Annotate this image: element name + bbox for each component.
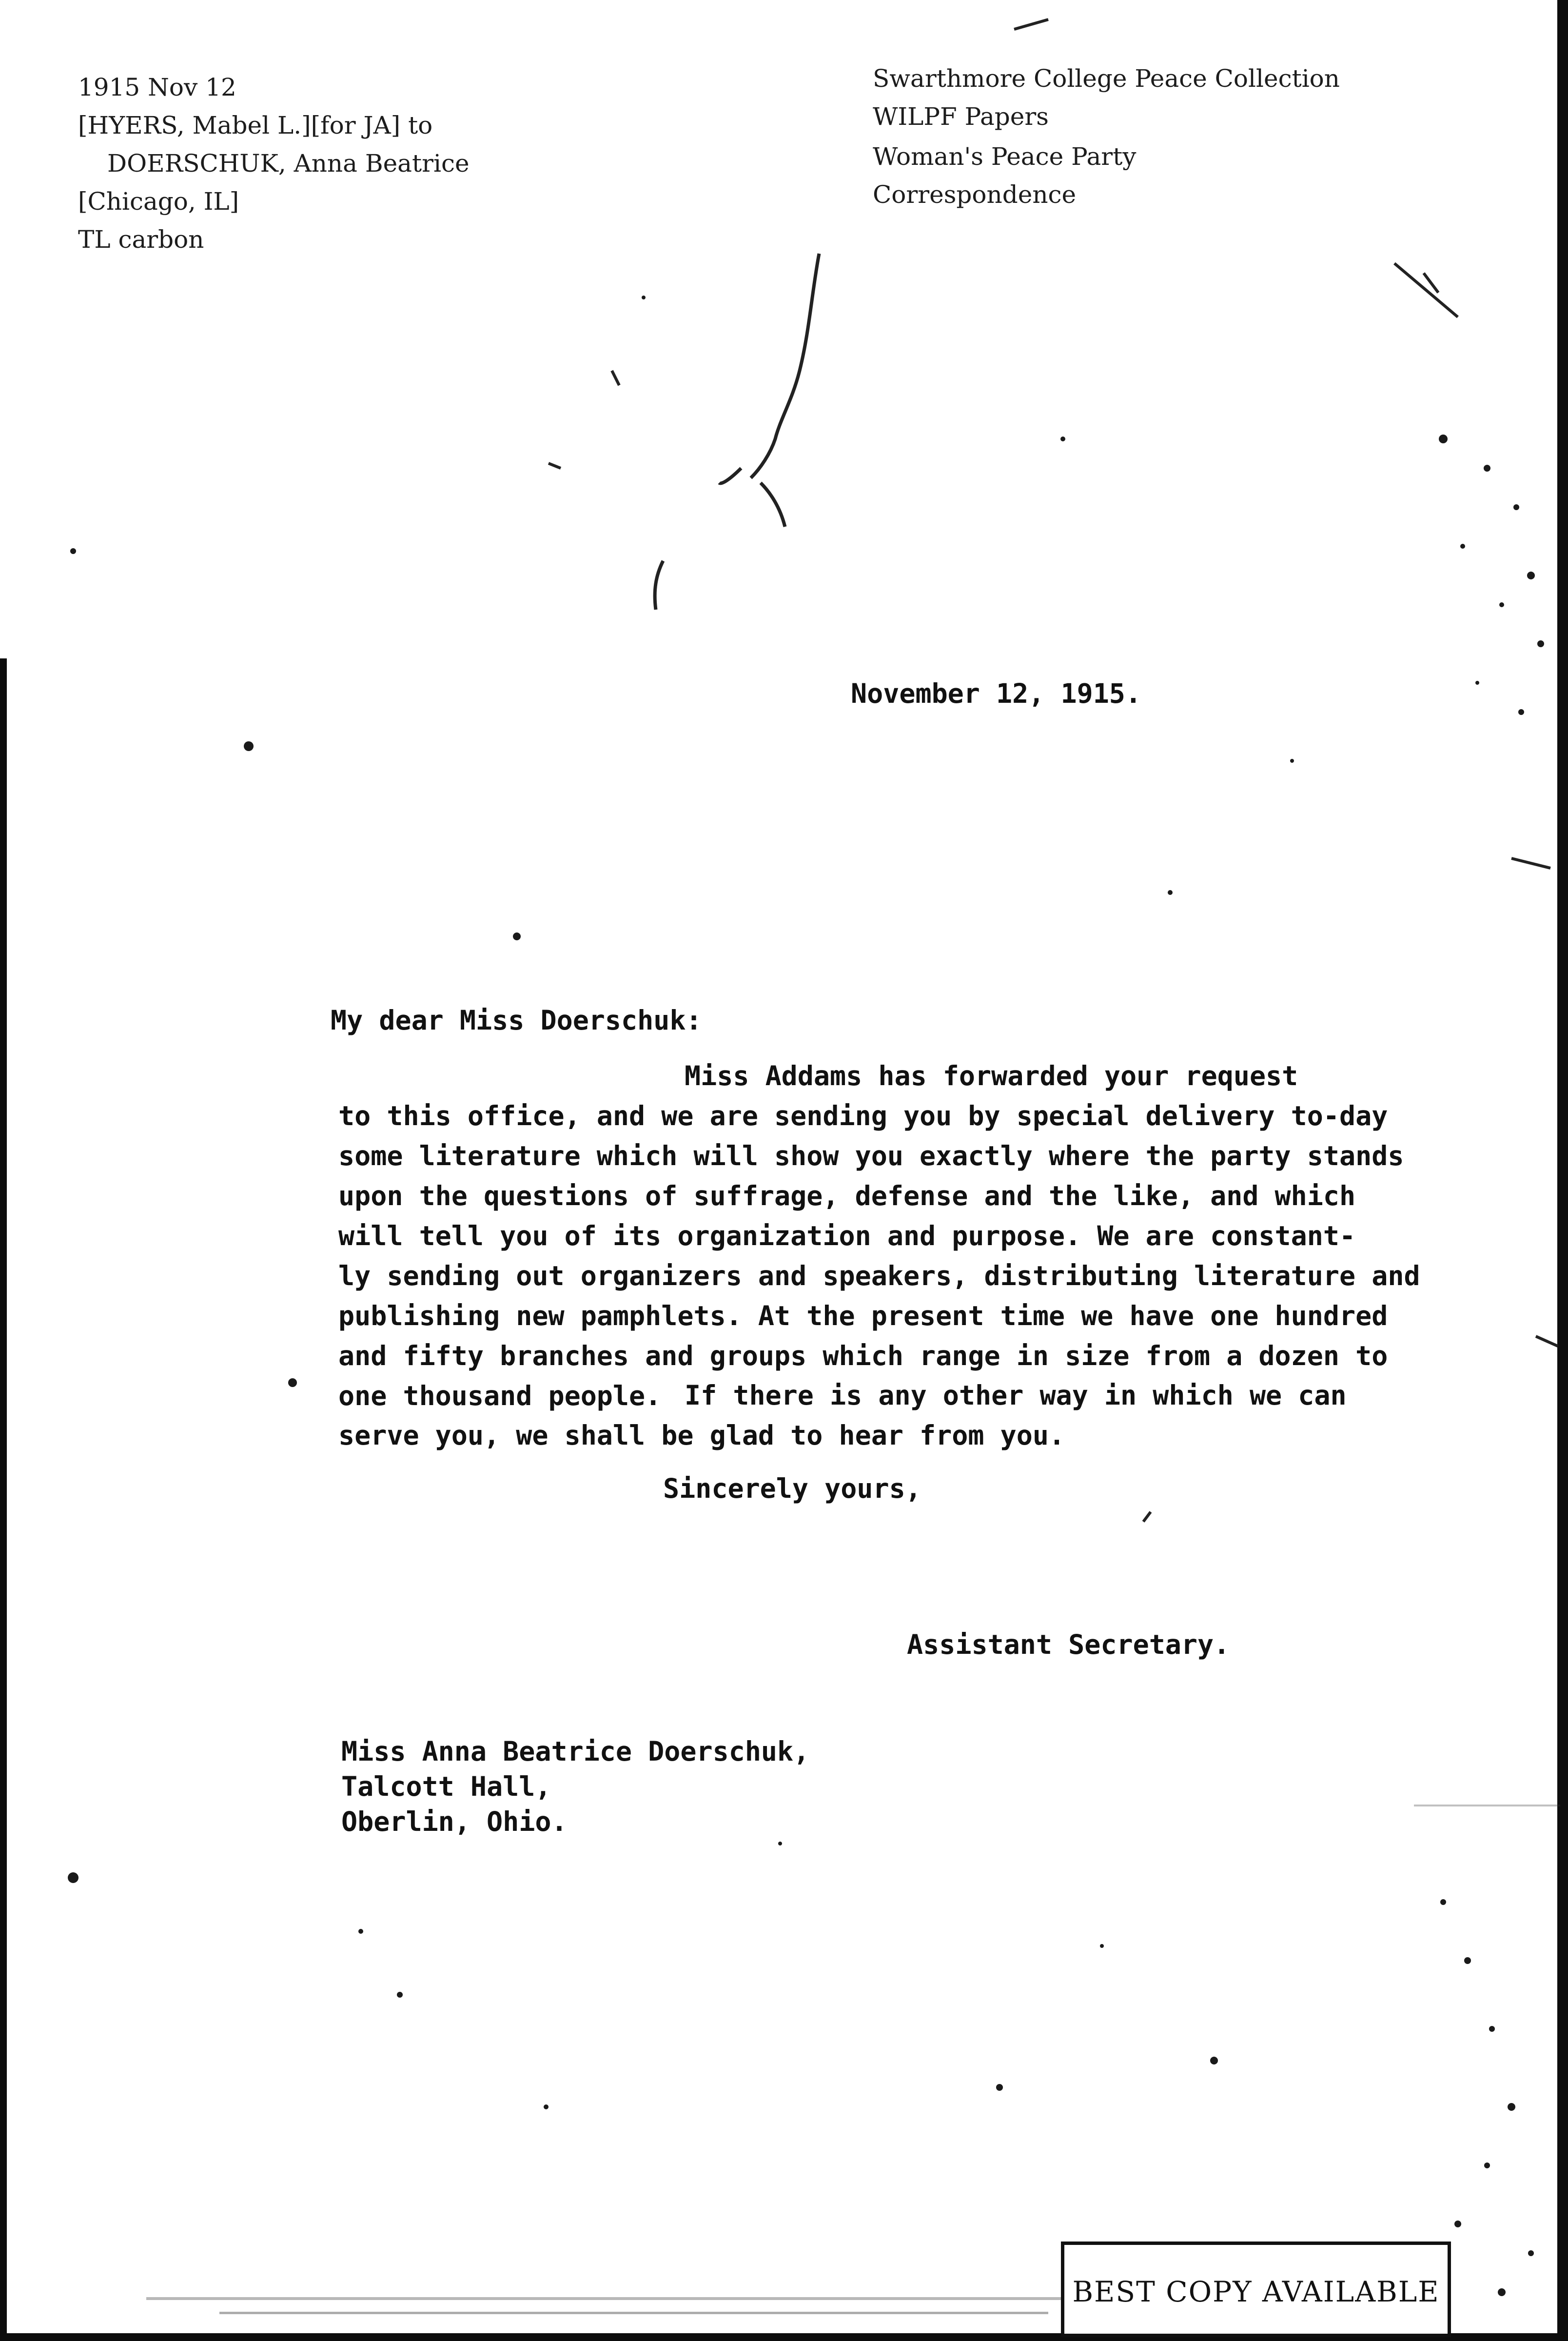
catalog-format: TL carbon (78, 225, 204, 254)
text-line: serve you, we shall be glad to hear from you. (338, 1420, 1065, 1451)
scan-border-right (1557, 0, 1568, 2341)
catalog-papers: WILPF Papers (873, 102, 1049, 131)
text-line: Miss Addams has forwarded your request (685, 1060, 1298, 1091)
catalog-date: 1915 Nov 12 (78, 73, 236, 101)
text-line: will tell you of its organization and purpose. We are constant- (338, 1220, 1356, 1251)
text-line: If there is any other way in which we can (685, 1380, 1347, 1411)
catalog-series: Woman's Peace Party (873, 142, 1137, 171)
catalog-header-right (873, 60, 1340, 214)
catalog-header-left (78, 68, 470, 258)
letter-paragraph-2 (338, 1375, 1347, 1455)
letter-date: November 12, 1915. (851, 678, 1142, 709)
address-line: Oberlin, Ohio. (341, 1806, 568, 1837)
text-line: some literature which will show you exactly where the party stands (338, 1140, 1404, 1171)
text-line: upon the questions of suffrage, defense and the like, and which (338, 1180, 1356, 1211)
text-line: publishing new pamphlets. At the present time we have one hundred (338, 1300, 1388, 1331)
letter-closing: Sincerely yours, (663, 1473, 921, 1504)
catalog-collection: Swarthmore College Peace Collection (873, 64, 1340, 93)
catalog-subseries: Correspondence (873, 180, 1077, 209)
letter-salutation: My dear Miss Doerschuk: (331, 1005, 702, 1036)
text-line: ly sending out organizers and speakers, distributing literature and (338, 1260, 1420, 1291)
text-line: one thousand people. (338, 1380, 662, 1411)
text-line: to this office, and we are sending you by special delivery to-day (338, 1100, 1388, 1131)
catalog-recipient: DOERSCHUK, Anna Beatrice (107, 149, 470, 178)
text-line: and fifty branches and groups which range in size from a dozen to (338, 1340, 1388, 1371)
catalog-author: [HYERS, Mabel L.][for JA] to (78, 111, 433, 139)
signature-title: Assistant Secretary. (907, 1629, 1230, 1660)
address-line: Miss Anna Beatrice Doerschuk, (341, 1736, 810, 1767)
letter-paragraph-1 (338, 1056, 1420, 1416)
recipient-address (341, 1734, 809, 1839)
best-copy-stamp (1061, 2242, 1451, 2337)
address-line: Talcott Hall, (341, 1771, 551, 1802)
catalog-place: [Chicago, IL] (78, 187, 239, 216)
scan-border-left (0, 658, 7, 2341)
stamp-label: BEST COPY AVAILABLE (1072, 2275, 1440, 2308)
